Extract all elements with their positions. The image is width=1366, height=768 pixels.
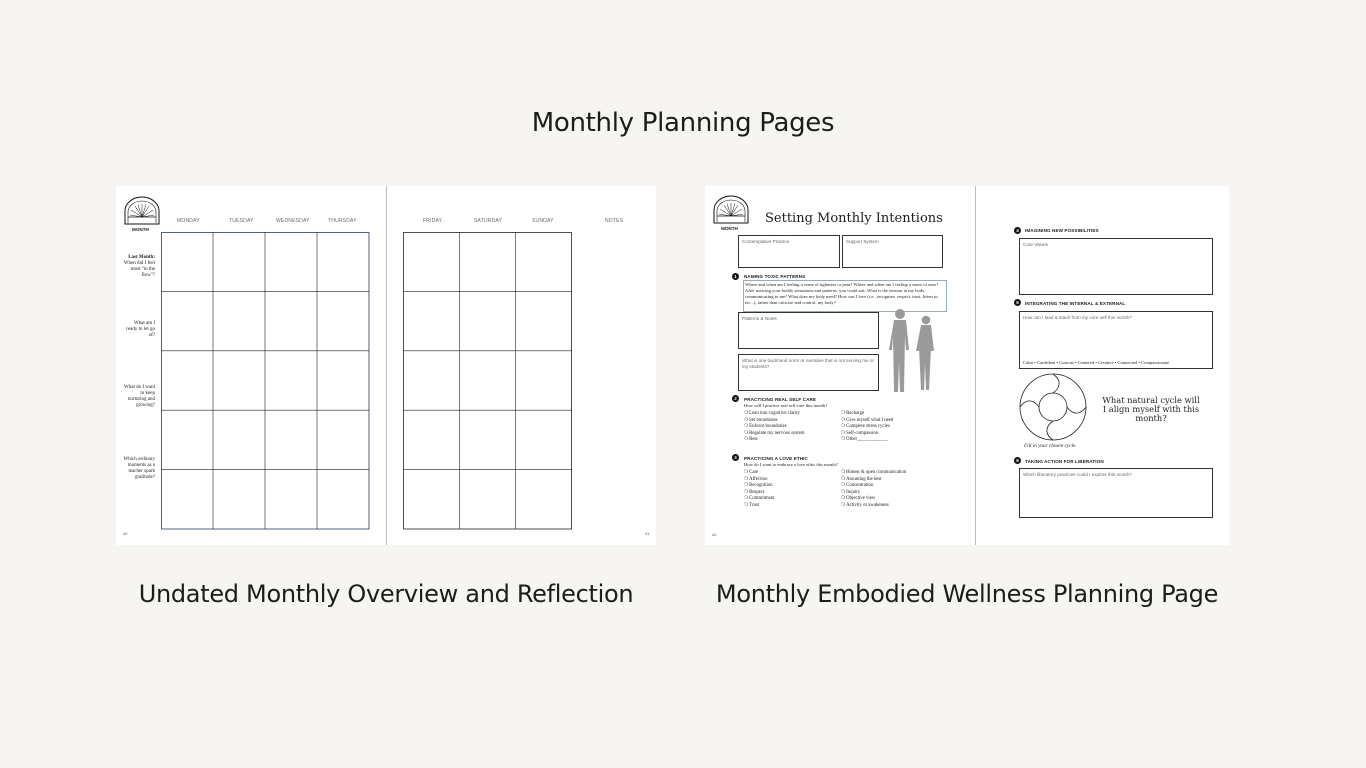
page-number: 42 (712, 532, 717, 537)
section-title: TAKING ACTION FOR LIBERATION (1025, 459, 1104, 464)
overview-spread (116, 186, 656, 545)
checkbox-option[interactable]: ❍ Other_____________ (841, 436, 888, 442)
checkbox-option[interactable]: ❍ Objective view (841, 495, 875, 501)
section-subtitle: How will I practice real self-care this month? (744, 403, 828, 408)
checkbox-option[interactable]: ❍ Lean into cognitive clarity (744, 410, 800, 416)
contemplative-practice-box[interactable] (738, 235, 840, 268)
section-subtitle: How do I want to embrace a love ethic this month? (744, 462, 838, 467)
sun-arch-logo-icon (712, 194, 750, 224)
checkbox-option[interactable]: ❍ Respect (744, 489, 764, 495)
backhand-norm-box[interactable] (738, 354, 879, 391)
checkbox-option[interactable]: ❍ Assuming the best (841, 476, 882, 482)
day-header-tuesday: TUESDAY (229, 218, 254, 224)
day-header-saturday: SATURDAY (474, 218, 503, 224)
checkbox-option[interactable]: ❍ Self-compassion (841, 430, 878, 436)
cycle-question: What natural cycle will I align myself with this month? (1102, 395, 1200, 423)
reflection-prompt: Which ordinary moments as a teacher spark gratitude? (123, 457, 155, 480)
notes-label: NOTES (605, 218, 624, 224)
checkbox-option[interactable]: ❍ Recharge (841, 410, 864, 416)
page-number: 41 (645, 531, 650, 536)
cycle-caption: Fill in your chosen cycle. (1024, 443, 1077, 449)
calendar-grid-left (161, 232, 370, 530)
body-silhouettes-icon (885, 306, 941, 396)
section-number: 2 (732, 395, 739, 402)
checkbox-option[interactable]: ❍ Give myself what I need (841, 417, 893, 423)
overview-right-page (387, 186, 656, 545)
box-label: Which liberatory practices could I explore this month? (1023, 472, 1132, 477)
overview-left-page (116, 186, 386, 545)
day-header-friday: FRIDAY (423, 218, 443, 224)
reflection-prompt-bold: Last Month: (128, 255, 155, 260)
support-system-box[interactable] (842, 235, 943, 268)
month-label: MONTH (132, 227, 149, 232)
section-number: 1 (732, 273, 739, 280)
checkbox-option[interactable]: ❍ Inquiry (841, 489, 860, 495)
box-label: Support System (846, 239, 879, 244)
day-header-thursday: THURSDAY (328, 218, 357, 224)
checkbox-option[interactable]: ❍ Rest (744, 436, 758, 442)
month-label: MONTH (721, 226, 738, 231)
reflection-prompt-text: When did I feel most "in the flow"? (123, 261, 155, 278)
checkbox-option[interactable]: ❍ Activity or awakeness (841, 502, 889, 508)
caption-right: Monthly Embodied Wellness Planning Page (715, 580, 1219, 608)
lead-teach-box[interactable] (1019, 311, 1213, 369)
day-header-wednesday: WEDNESDAY (276, 218, 310, 224)
box-label: Patterns & Notes (742, 316, 777, 321)
section-number: 4 (1014, 227, 1021, 234)
liberatory-practices-box[interactable] (1019, 468, 1213, 518)
section-number: 5 (1014, 299, 1021, 306)
section-title: PRACTICING REAL SELF CARE (744, 397, 817, 402)
box-label: How can I lead & teach from my core self this month? (1023, 315, 1132, 320)
section-title: NAMING TOXIC PATTERNS (744, 274, 806, 279)
wellness-left-page (705, 186, 975, 545)
wellness-heading: Setting Monthly Intentions (765, 211, 943, 226)
reflection-prompt: What do I want to keep nurturing and growing? (124, 385, 155, 408)
natural-cycle-wheel-icon (1019, 373, 1087, 441)
day-header-monday: MONDAY (177, 218, 200, 224)
c-words-list: Calm • Confident • Curious • Centered • Creative • Connected • Compassionate (1023, 360, 1170, 365)
caption-left: Undated Monthly Overview and Reflection (138, 580, 634, 608)
calendar-grid-right (403, 232, 573, 530)
page-title: Monthly Planning Pages (531, 108, 835, 138)
checkbox-option[interactable]: ❍ Care (744, 469, 758, 475)
box-label: Contemplative Practice (742, 239, 790, 244)
box-label: What is one backhand norm or narrative that is not serving me or my students? (742, 358, 875, 369)
section-number: 6 (1014, 457, 1021, 464)
page-number: 40 (123, 531, 128, 536)
section-number: 3 (732, 454, 739, 461)
wellness-spread (705, 186, 1229, 545)
checkbox-option[interactable]: ❍ Regulate my nervous system (744, 430, 804, 436)
section-title: PRACTICING A LOVE ETHIC (744, 456, 808, 461)
checkbox-option[interactable]: ❍ Trust (744, 502, 759, 508)
checkbox-option[interactable]: ❍ Honest & open communication (841, 469, 906, 475)
day-header-sunday: SUNDAY (532, 218, 554, 224)
section-title: IMAGINING NEW POSSIBILITIES (1025, 228, 1099, 233)
reflection-prompt: What am I ready to let go of? (126, 321, 155, 338)
checkbox-option[interactable]: ❍ Commitment (744, 495, 775, 501)
checkbox-option[interactable]: ❍ Complete stress cycles (841, 423, 890, 429)
toxic-patterns-text: Where and when am I feeling a sense of tightness or pain? Where and when am I feeling a sense of ease? After noticing your bodily sensations and patterns, you could ask: What is the tension in my body communicating to me? What does my body need? How can I love (i.e., recognize, respect, trust, listen to, etc...), rather than criticize and control, my body? (743, 280, 947, 312)
reflection-prompt (122, 255, 155, 279)
checkbox-option[interactable]: ❍ Recognition (744, 482, 773, 488)
patterns-notes-box[interactable] (738, 312, 879, 349)
checkbox-option[interactable]: ❍ Enforce boundaries (744, 423, 787, 429)
box-label: Core Values (1023, 242, 1048, 247)
checkbox-option[interactable]: ❍ Concentration (841, 482, 873, 488)
sun-arch-logo-icon (123, 195, 161, 225)
checkbox-option[interactable]: ❍ Set boundaries (744, 417, 778, 423)
section-title: INTEGRATING THE INTERNAL & EXTERNAL (1025, 301, 1126, 306)
core-values-box[interactable] (1019, 238, 1213, 295)
wellness-right-page (976, 186, 1229, 545)
checkbox-option[interactable]: ❍ Affection (744, 476, 767, 482)
